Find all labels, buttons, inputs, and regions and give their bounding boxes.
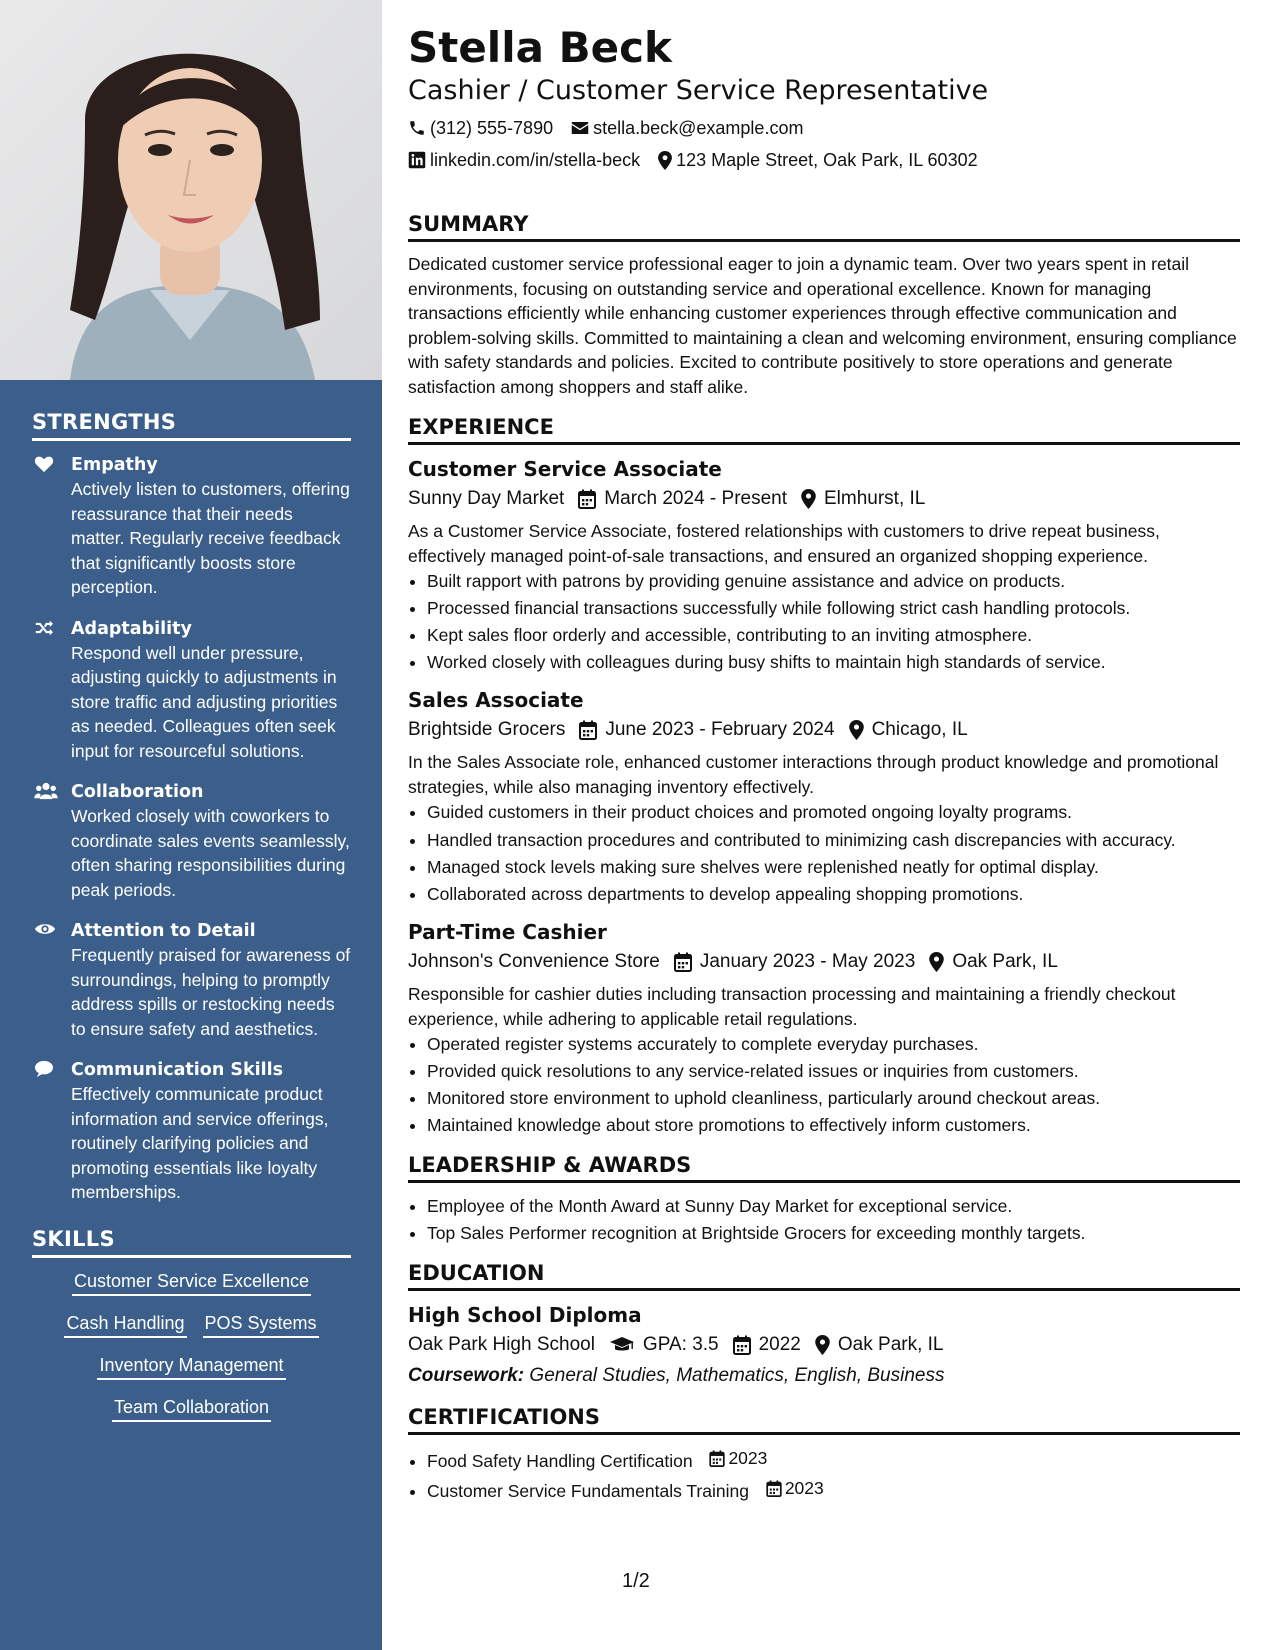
job-dates [674, 946, 915, 978]
job-location-text: Oak Park, IL [952, 951, 1058, 972]
job-dates [579, 714, 834, 746]
job-bullet: • Maintained knowledge about store promotions to effectively inform customers. [427, 1112, 1240, 1139]
strength-item [32, 453, 351, 600]
strength-description: Respond well under pressure, adjusting quickly to adjustments in store traffic and adjusting priorities as needed. Colleagues often seek input for resourceful solutions. [71, 642, 338, 761]
job-bullet: • Worked closely with colleagues during busy shifts to maintain high standards of service. [427, 649, 1240, 676]
education-year [733, 1329, 801, 1361]
speech-bubble-icon [34, 1060, 56, 1080]
strength-description: Actively listen to customers, offering reassurance that their needs matter. Regularly receive feedback that significantly boosts store perception. [71, 479, 350, 597]
job-bullet: • Guided customers in their product choices and promoted ongoing loyalty programs. [427, 799, 1240, 826]
strength-title: Attention to Detail [71, 921, 256, 941]
awards-list [408, 1193, 1240, 1247]
job-title: Part-Time Cashier [408, 920, 607, 944]
summary-heading: SUMMARY [408, 212, 1240, 242]
coursework-label: Coursework: [408, 1365, 525, 1386]
education-meta [408, 1329, 1240, 1361]
phone-icon [408, 119, 426, 137]
awards-heading: LEADERSHIP & AWARDS [408, 1153, 1240, 1183]
degree-title: High School Diploma [408, 1303, 642, 1327]
job-entry [408, 686, 1240, 908]
certification-name: Customer Service Fundamentals Training [427, 1481, 749, 1501]
job-bullet: • Monitored store environment to uphold cleanliness, particularly around checkout areas. [427, 1085, 1240, 1112]
strength-item [32, 780, 351, 902]
phone-contact [408, 112, 553, 144]
coursework-text: General Studies, Mathematics, English, Business [529, 1365, 945, 1386]
calendar-icon [766, 1480, 782, 1497]
map-pin-icon [849, 720, 864, 740]
map-pin-icon [801, 489, 816, 509]
gpa-text: GPA: 3.5 [642, 1334, 719, 1355]
email-text: stella.beck@example.com [593, 118, 804, 138]
job-bullets [408, 799, 1240, 908]
strength-item [32, 1058, 351, 1205]
job-dates-text: March 2024 - Present [604, 488, 787, 509]
certification-year [709, 1445, 767, 1472]
linkedin-icon [408, 151, 426, 169]
job-bullets [408, 568, 1240, 676]
job-entry [408, 918, 1240, 1139]
education-heading: EDUCATION [408, 1261, 1240, 1291]
shuffle-icon [34, 619, 56, 639]
job-dates-text: June 2023 - February 2024 [605, 719, 835, 740]
job-dates-text: January 2023 - May 2023 [699, 951, 916, 972]
job-bullets [408, 1031, 1240, 1139]
certification-year-text: 2023 [784, 1478, 824, 1498]
users-icon [34, 782, 56, 802]
certification-year [766, 1475, 824, 1502]
sidebar [0, 0, 382, 1650]
strength-title: Collaboration [71, 782, 204, 802]
skill-row [32, 1396, 351, 1422]
strength-title: Empathy [71, 455, 158, 475]
skills-section [32, 1227, 351, 1422]
experience-section [408, 415, 1240, 1139]
certification-year-text: 2023 [728, 1448, 768, 1468]
job-bullet: • Kept sales floor orderly and accessible, contributing to an inviting atmosphere. [427, 622, 1240, 649]
strength-description: Worked closely with coworkers to coordinate sales events seamlessly, often sharing responsibilities during peak periods. [71, 806, 350, 900]
job-bullet: • Managed stock levels making sure shelves were replenished neatly for optimal display. [427, 854, 1240, 881]
job-location-text: Chicago, IL [871, 719, 968, 740]
job-meta [408, 483, 1240, 515]
address-contact [658, 144, 978, 176]
award-item: • Employee of the Month Award at Sunny Day Market for exceptional service. [427, 1193, 1240, 1220]
education-year-text: 2022 [758, 1334, 801, 1355]
strength-title: Adaptability [71, 618, 192, 639]
coursework [408, 1361, 1240, 1391]
job-bullet: • Provided quick resolutions to any service-related issues or inquiries from customers. [427, 1058, 1240, 1085]
skill-tag: Cash Handling [64, 1312, 186, 1338]
job-bullet: • Handled transaction procedures and contributed to minimizing cash discrepancies with accuracy. [427, 828, 1240, 852]
skill-row [32, 1354, 351, 1380]
certification-name: Food Safety Handling Certification [427, 1451, 693, 1471]
job-description: In the Sales Associate role, enhanced customer interactions through product knowledge and promotional strategies, while also managing inventory effectively. [408, 752, 1219, 797]
job-location [801, 483, 925, 515]
heart-icon [34, 455, 56, 475]
strength-item [32, 919, 351, 1041]
job-location [929, 946, 1058, 978]
main-content [408, 22, 1240, 1505]
skill-row [32, 1312, 351, 1338]
summary-section [408, 212, 1240, 399]
job-bullet: • Operated register systems accurately to complete everyday purchases. [427, 1031, 1240, 1058]
strength-description: Effectively communicate product information and service offerings, routinely clarifying policies and promoting essentials like loyalty memberships. [71, 1084, 329, 1202]
certifications-heading: CERTIFICATIONS [408, 1405, 1240, 1435]
gpa [609, 1329, 719, 1361]
contact-line [408, 112, 1240, 144]
education-location-text: Oak Park, IL [837, 1334, 944, 1355]
certifications-section [408, 1405, 1240, 1505]
skill-row [32, 1270, 351, 1296]
page-number: 1/2 [622, 1570, 650, 1592]
job-company: Johnson's Convenience Store [408, 951, 660, 972]
calendar-icon [579, 720, 597, 740]
profile-photo [0, 0, 382, 380]
address-text: 123 Maple Street, Oak Park, IL 60302 [676, 150, 978, 170]
calendar-icon [578, 489, 596, 509]
strength-description: Frequently praised for awareness of surroundings, helping to promptly address spills or restocking needs to ensure safety and aesthetics. [71, 945, 351, 1039]
envelope-icon [571, 120, 589, 136]
job-location [849, 714, 968, 746]
email-contact [571, 112, 803, 144]
sidebar-content [32, 410, 351, 1438]
job-title: Customer Service Associate [408, 457, 722, 481]
award-item: • Top Sales Performer recognition at Brightside Grocers for exceeding monthly targets. [427, 1220, 1240, 1247]
job-company: Brightside Grocers [408, 719, 566, 740]
education-location [815, 1329, 944, 1361]
skill-tag: Team Collaboration [112, 1396, 271, 1422]
job-company: Sunny Day Market [408, 488, 565, 509]
job-bullet: • Built rapport with patrons by providing genuine assistance and advice on products. [427, 568, 1240, 595]
job-description: Responsible for cashier duties including transaction processing and maintaining a friendly checkout experience, while adhering to applicable retail regulations. [408, 984, 1176, 1029]
skill-tag: POS Systems [203, 1312, 319, 1338]
education-section [408, 1261, 1240, 1391]
job-title: Sales Associate [408, 688, 584, 712]
map-pin-icon [929, 952, 944, 972]
strength-title: Communication Skills [71, 1060, 284, 1080]
experience-heading: EXPERIENCE [408, 415, 1240, 445]
candidate-title: Cashier / Customer Service Representative [408, 75, 989, 106]
calendar-icon [674, 952, 692, 972]
skill-tag: Customer Service Excellence [72, 1270, 311, 1296]
calendar-icon [733, 1335, 751, 1355]
certification-item [427, 1475, 1240, 1505]
job-dates [578, 483, 787, 515]
strength-item [32, 617, 351, 764]
summary-text: Dedicated customer service professional eager to join a dynamic team. Over two years spent in retail environments, focusing on outstanding service and operational excellence. Known for managing transactions efficiently while enhancing customer experiences through effective communication and problem-solving skills. Committed to maintaining a clean and welcoming environment, ensuring compliance with safety standards and policies. Excited to contribute positively to store operations and generate satisfaction among shoppers and staff alike. [408, 254, 1237, 397]
calendar-icon [709, 1450, 725, 1467]
graduation-cap-icon [609, 1336, 635, 1354]
awards-section [408, 1153, 1240, 1247]
job-meta [408, 946, 1240, 978]
job-location-text: Elmhurst, IL [824, 488, 926, 509]
job-entry [408, 455, 1240, 676]
candidate-name: Stella Beck [408, 23, 672, 72]
certifications-list [408, 1445, 1240, 1505]
skill-tag: Inventory Management [97, 1354, 285, 1380]
job-meta [408, 714, 1240, 746]
skills-heading: SKILLS [32, 1227, 351, 1258]
phone-text: (312) 555-7890 [430, 118, 554, 138]
contact-line [408, 144, 1240, 176]
job-bullet: • Collaborated across departments to develop appealing shopping promotions. [427, 881, 1240, 908]
certification-item [427, 1445, 1240, 1475]
linkedin-contact [408, 144, 640, 176]
map-pin-icon [658, 151, 672, 170]
map-pin-icon [815, 1335, 830, 1355]
strengths-heading: STRENGTHS [32, 410, 351, 441]
eye-icon [34, 921, 56, 941]
job-description: As a Customer Service Associate, fostered relationships with customers to drive repeat business, effectively managed point-of-sale transactions, and ensured an organized shopping experience. [408, 521, 1160, 566]
linkedin-text: linkedin.com/in/stella-beck [430, 150, 641, 170]
school-name: Oak Park High School [408, 1334, 595, 1355]
job-bullet: • Processed financial transactions successfully while following strict cash handling protocols. [427, 595, 1240, 622]
